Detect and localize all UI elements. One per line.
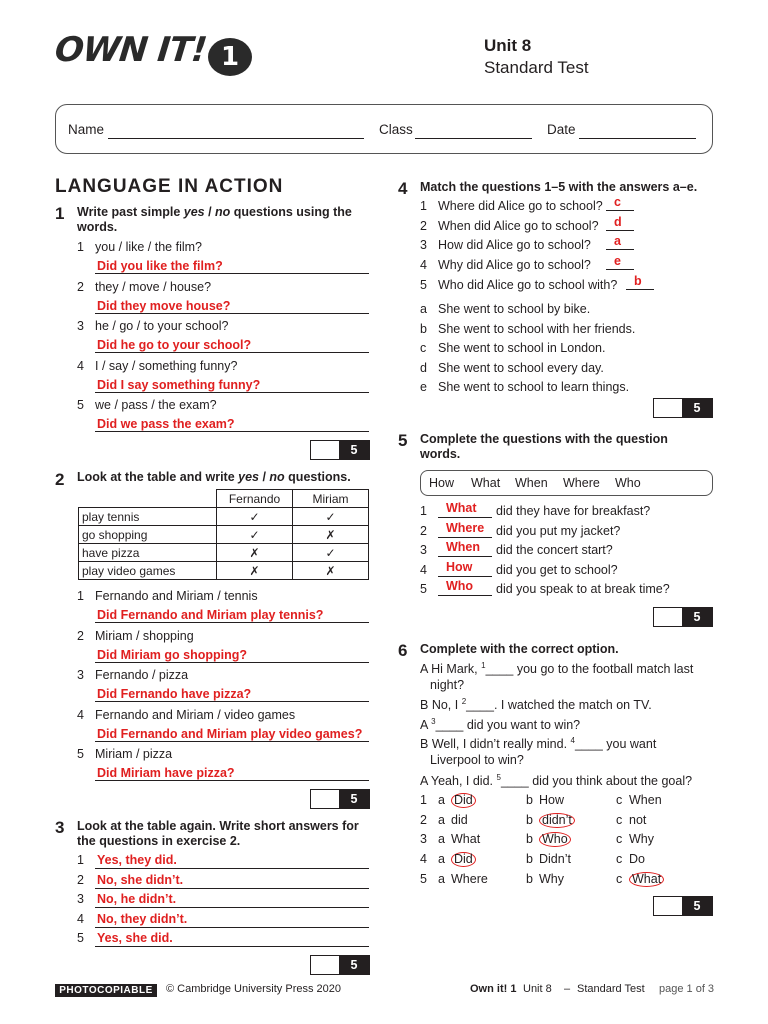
exercise-6-score-box bbox=[653, 896, 713, 916]
option-text: not bbox=[629, 812, 647, 827]
answer-line bbox=[606, 210, 634, 211]
question-text: Where did Alice go to school? bbox=[438, 199, 603, 213]
exercise-4-instruction: Match the questions 1–5 with the answers a–e. bbox=[420, 180, 698, 194]
exercise-6-number: 6 bbox=[398, 641, 408, 660]
instruction-part: no bbox=[269, 470, 285, 484]
speaker-label: A bbox=[420, 718, 432, 733]
item-prompt: he / go / to your school? bbox=[95, 319, 229, 333]
copyright: © Cambridge University Press 2020 bbox=[166, 983, 342, 995]
footer-sep: – bbox=[564, 983, 571, 995]
item-answer[interactable]: What bbox=[446, 501, 477, 515]
table-activity: play video games bbox=[79, 562, 217, 580]
logo: OWN IT! bbox=[52, 30, 209, 70]
option-letter: b bbox=[526, 852, 533, 867]
table-mark: ✗ bbox=[293, 562, 369, 580]
item-prompt: Fernando and Miriam / tennis bbox=[95, 589, 258, 603]
item-number: 3 bbox=[77, 319, 84, 333]
item-number: 1 bbox=[77, 589, 84, 603]
answer-line bbox=[626, 289, 654, 290]
exercise-2-score-box bbox=[310, 789, 370, 809]
answer-line bbox=[95, 868, 369, 869]
name-label: Name bbox=[68, 122, 105, 137]
table-header: Fernando bbox=[217, 490, 293, 508]
exercise-2-instruction bbox=[77, 470, 377, 485]
option-text: Why bbox=[539, 871, 564, 886]
option-text: She went to school in London. bbox=[438, 341, 606, 355]
option-b[interactable] bbox=[539, 852, 571, 866]
option-text: When bbox=[629, 793, 662, 807]
option-letter: a bbox=[438, 852, 445, 867]
option-text: She went to school with her friends. bbox=[438, 321, 636, 336]
answer-line bbox=[606, 230, 634, 231]
speaker-label: A bbox=[420, 662, 432, 677]
table-row bbox=[79, 544, 369, 562]
item-answer[interactable]: Yes, they did. bbox=[97, 853, 177, 867]
option-b[interactable] bbox=[539, 813, 575, 828]
circled-answer: didn’t bbox=[539, 813, 575, 828]
option-letter: c bbox=[616, 832, 623, 847]
item-number: 3 bbox=[77, 892, 84, 907]
item-prompt: I / say / something funny? bbox=[95, 358, 238, 373]
table-activity: go shopping bbox=[79, 526, 217, 544]
match-answer[interactable]: b bbox=[634, 273, 642, 288]
item-text: did you put my jacket? bbox=[496, 523, 621, 538]
option-c[interactable] bbox=[629, 832, 654, 846]
item-answer[interactable]: Where bbox=[446, 520, 485, 535]
item-number: 5 bbox=[420, 277, 427, 292]
option-letter: c bbox=[616, 852, 623, 867]
option-a[interactable] bbox=[451, 832, 480, 846]
answer-line bbox=[95, 946, 369, 947]
match-answer[interactable]: e bbox=[614, 254, 621, 269]
item-answer[interactable]: Did they move house? bbox=[97, 298, 231, 313]
item-prompt: Fernando and Miriam / video games bbox=[95, 707, 296, 722]
circled-answer: Who bbox=[539, 832, 571, 847]
answer-line bbox=[95, 622, 369, 623]
dialogue-continuation: night? bbox=[430, 678, 465, 692]
instruction-part: yes bbox=[238, 470, 259, 484]
exercise-1-score-box bbox=[310, 440, 370, 460]
option-letter: b bbox=[420, 321, 427, 336]
table-mark: ✗ bbox=[217, 544, 293, 562]
question-text: When did Alice go to school? bbox=[438, 218, 599, 233]
answer-line bbox=[95, 431, 369, 432]
item-number: 2 bbox=[77, 628, 84, 643]
answer-line bbox=[438, 576, 492, 577]
score-max: 5 bbox=[682, 608, 712, 626]
option-text: Didn’t bbox=[539, 852, 571, 867]
footer-book: Own it! 1 bbox=[470, 983, 517, 995]
circled-answer: What bbox=[629, 872, 664, 887]
item-number: 3 bbox=[420, 832, 427, 847]
answer-line bbox=[95, 927, 369, 928]
dialogue-line: A Hi Mark, $^1$____ you go to the football match last bbox=[420, 661, 694, 677]
class-field[interactable] bbox=[415, 138, 532, 139]
item-prompt: they / move / house? bbox=[95, 279, 212, 294]
item-prompt: Fernando / pizza bbox=[95, 668, 189, 682]
dialogue-line: B No, I $^2$____. I watched the match on TV. bbox=[420, 697, 652, 713]
option-letter: a bbox=[438, 812, 445, 827]
item-answer[interactable]: Did we pass the exam? bbox=[97, 417, 235, 431]
option-letter: c bbox=[616, 812, 623, 827]
item-prompt: we / pass / the exam? bbox=[95, 398, 217, 412]
question-text: Who did Alice go to school with? bbox=[438, 277, 618, 292]
gap-number: 5 bbox=[496, 773, 501, 782]
score-max: 5 bbox=[339, 956, 369, 974]
word-option: What bbox=[471, 476, 501, 490]
option-c[interactable] bbox=[629, 793, 662, 807]
instruction-part: questions. bbox=[284, 470, 351, 484]
item-text: did they have for breakfast? bbox=[496, 504, 651, 518]
table-activity: have pizza bbox=[79, 544, 217, 562]
dialogue-line: A $^3$____ did you want to win? bbox=[420, 717, 581, 733]
option-c[interactable] bbox=[629, 872, 664, 887]
table-row bbox=[79, 508, 369, 526]
match-answer[interactable]: a bbox=[614, 234, 621, 249]
option-letter: b bbox=[526, 812, 533, 827]
option-text: How bbox=[539, 793, 565, 807]
score-max: 5 bbox=[682, 399, 712, 417]
item-answer[interactable]: Did Miriam go shopping? bbox=[97, 647, 247, 662]
item-number: 2 bbox=[77, 279, 84, 294]
dialogue-line: A Yeah, I did. $^5$____ did you think about the goal? bbox=[420, 773, 693, 789]
item-number: 3 bbox=[77, 668, 84, 682]
circled-answer: Did bbox=[451, 793, 476, 808]
item-answer[interactable]: Did I say something funny? bbox=[97, 377, 261, 392]
item-number: 4 bbox=[420, 258, 427, 273]
answer-line bbox=[95, 313, 369, 314]
item-number: 4 bbox=[420, 852, 427, 867]
item-number: 3 bbox=[420, 543, 427, 558]
answer-line bbox=[438, 595, 492, 596]
table-corner bbox=[79, 490, 217, 508]
instruction-part: / bbox=[259, 470, 270, 484]
option-text: She went to school by bike. bbox=[438, 302, 591, 316]
match-answer[interactable]: c bbox=[614, 195, 621, 209]
answer-line bbox=[95, 701, 369, 702]
word-box bbox=[420, 470, 713, 496]
item-answer[interactable]: Did Fernando have pizza? bbox=[97, 687, 252, 701]
option-b[interactable] bbox=[539, 872, 564, 886]
instruction-part: Look at the table and write bbox=[77, 470, 239, 484]
item-number: 1 bbox=[420, 504, 427, 518]
option-letter: b bbox=[526, 871, 533, 886]
option-text: What bbox=[451, 832, 481, 847]
speaker-label: A bbox=[420, 774, 431, 789]
instruction-part: / bbox=[204, 205, 216, 219]
exercise-4-score-box bbox=[653, 398, 713, 418]
activity-table bbox=[78, 489, 369, 580]
item-answer[interactable]: Did you like the film? bbox=[97, 259, 223, 273]
dialogue-continuation: Liverpool to win? bbox=[430, 753, 524, 767]
table-mark: ✓ bbox=[217, 508, 293, 526]
speaker-label: B bbox=[420, 737, 432, 752]
word-option: Where bbox=[563, 476, 600, 490]
item-number: 4 bbox=[420, 562, 427, 577]
option-letter: a bbox=[438, 793, 445, 807]
item-number: 4 bbox=[77, 707, 84, 722]
word-option: How bbox=[429, 476, 455, 490]
exercise-6-instruction: Complete with the correct option. bbox=[420, 642, 619, 656]
table-mark: ✗ bbox=[217, 562, 293, 580]
answer-line bbox=[95, 741, 369, 742]
exercise-3-number: 3 bbox=[55, 818, 65, 837]
option-b[interactable] bbox=[539, 793, 564, 807]
item-answer[interactable]: How bbox=[446, 559, 473, 574]
item-answer[interactable]: Did Miriam have pizza? bbox=[97, 766, 235, 780]
item-number: 5 bbox=[420, 871, 427, 886]
instruction-part: no bbox=[215, 205, 231, 219]
table-mark: ✓ bbox=[217, 526, 293, 544]
logo-level-badge: 1 bbox=[208, 38, 252, 76]
answer-line bbox=[95, 392, 369, 393]
table-row bbox=[79, 526, 369, 544]
page-number: page 1 of 3 bbox=[659, 983, 715, 995]
item-answer[interactable]: No, they didn’t. bbox=[97, 911, 188, 926]
item-number: 1 bbox=[420, 199, 427, 213]
item-number: 5 bbox=[420, 582, 427, 597]
option-letter: c bbox=[420, 341, 427, 355]
item-number: 2 bbox=[420, 812, 427, 827]
option-text: She went to school every day. bbox=[438, 360, 604, 375]
option-letter: e bbox=[420, 380, 427, 394]
footer-unit: Unit 8 bbox=[523, 983, 552, 995]
item-number: 2 bbox=[420, 523, 427, 538]
option-letter: c bbox=[616, 871, 623, 886]
option-c[interactable] bbox=[629, 813, 646, 827]
option-text: Do bbox=[629, 852, 645, 867]
question-text: Why did Alice go to school? bbox=[438, 258, 591, 273]
item-number: 2 bbox=[77, 872, 84, 887]
item-prompt: you / like / the film? bbox=[95, 240, 202, 254]
answer-line bbox=[438, 556, 492, 557]
option-letter: c bbox=[616, 793, 623, 807]
item-number: 1 bbox=[77, 853, 84, 867]
item-answer[interactable]: Did Fernando and Miriam play video games? bbox=[97, 726, 363, 741]
option-a[interactable] bbox=[451, 813, 468, 827]
footer-test: Standard Test bbox=[577, 983, 645, 995]
item-answer[interactable]: No, he didn’t. bbox=[97, 892, 177, 907]
item-answer[interactable]: Who bbox=[446, 579, 474, 594]
speaker-label: B bbox=[420, 698, 432, 713]
gap-number: 2 bbox=[461, 697, 467, 706]
unit-title: Unit 8 bbox=[484, 36, 532, 55]
answer-line bbox=[95, 273, 369, 274]
exercise-1-number: 1 bbox=[55, 204, 65, 223]
exercise-5-score-box bbox=[653, 607, 713, 627]
option-letter: a bbox=[438, 871, 445, 886]
option-c[interactable] bbox=[629, 852, 645, 866]
answer-line bbox=[606, 269, 634, 270]
class-label: Class bbox=[379, 122, 413, 137]
option-letter: b bbox=[526, 832, 533, 847]
item-number: 5 bbox=[77, 747, 84, 761]
answer-line bbox=[95, 780, 369, 781]
item-text: did you get to school? bbox=[496, 562, 618, 577]
item-prompt: Miriam / pizza bbox=[95, 747, 173, 761]
option-a[interactable] bbox=[451, 852, 476, 867]
answer-line bbox=[606, 249, 634, 250]
item-answer[interactable]: Did Fernando and Miriam play tennis? bbox=[97, 608, 324, 622]
exercise-2-number: 2 bbox=[55, 470, 65, 489]
option-text: did bbox=[451, 812, 468, 827]
item-answer[interactable]: Yes, she did. bbox=[97, 931, 173, 946]
date-field[interactable] bbox=[579, 138, 696, 139]
exercise-4-number: 4 bbox=[398, 179, 408, 198]
exercise-3-score-box bbox=[310, 955, 370, 975]
answer-line bbox=[95, 888, 369, 889]
instruction-part: questions using the words. bbox=[77, 205, 352, 234]
exercise-5-instruction: Complete the questions with the question words. bbox=[420, 432, 668, 461]
photocopiable-badge: PHOTOCOPIABLE bbox=[55, 984, 157, 997]
answer-line bbox=[95, 907, 369, 908]
gap-number: 3 bbox=[431, 717, 436, 726]
item-answer[interactable]: No, she didn’t. bbox=[97, 872, 184, 887]
table-mark: ✓ bbox=[293, 544, 369, 562]
instruction-part: Write past simple bbox=[77, 205, 184, 219]
option-text: She went to school to learn things. bbox=[438, 380, 630, 394]
match-answer[interactable]: d bbox=[614, 214, 622, 229]
exercise-1-instruction bbox=[77, 205, 377, 235]
option-b[interactable] bbox=[539, 832, 571, 847]
answer-line bbox=[438, 517, 492, 518]
table-mark: ✓ bbox=[293, 508, 369, 526]
score-max: 5 bbox=[339, 441, 369, 459]
circled-answer: Did bbox=[451, 852, 476, 867]
section-title: LANGUAGE IN ACTION bbox=[55, 176, 284, 197]
answer-line bbox=[438, 537, 492, 538]
item-text: did the concert start? bbox=[496, 543, 613, 558]
dialogue-line: B Well, I didn’t really mind. $^4$____ you want bbox=[420, 736, 657, 752]
item-answer[interactable]: When bbox=[446, 540, 481, 555]
item-number: 3 bbox=[420, 238, 427, 253]
gap-number: 4 bbox=[570, 736, 575, 745]
instruction-part: yes bbox=[183, 205, 205, 219]
item-number: 1 bbox=[77, 240, 84, 254]
exercise-3-instruction: Look at the table again. Write short answers for the questions in exercise 2. bbox=[77, 819, 359, 848]
option-a[interactable] bbox=[451, 793, 476, 808]
answer-line bbox=[95, 662, 369, 663]
score-max: 5 bbox=[682, 897, 712, 915]
item-number: 5 bbox=[77, 398, 84, 412]
name-field[interactable] bbox=[108, 138, 364, 139]
word-option: When bbox=[515, 476, 548, 490]
option-text: Where bbox=[451, 871, 488, 886]
date-label: Date bbox=[547, 122, 576, 137]
item-number: 5 bbox=[77, 931, 84, 946]
score-max: 5 bbox=[339, 790, 369, 808]
student-info-box bbox=[55, 104, 713, 154]
item-number: 4 bbox=[77, 911, 84, 926]
table-mark: ✗ bbox=[293, 526, 369, 544]
option-a[interactable] bbox=[451, 872, 488, 886]
option-letter: d bbox=[420, 360, 427, 375]
item-answer[interactable]: Did he go to your school? bbox=[97, 338, 252, 352]
option-letter: a bbox=[420, 302, 427, 316]
item-number: 1 bbox=[420, 793, 427, 807]
item-prompt: Miriam / shopping bbox=[95, 628, 194, 643]
table-header: Miriam bbox=[293, 490, 369, 508]
test-type: Standard Test bbox=[484, 58, 589, 77]
gap-number: 1 bbox=[481, 661, 486, 670]
item-text: did you speak to at break time? bbox=[496, 582, 670, 597]
option-letter: b bbox=[526, 793, 533, 807]
word-option: Who bbox=[615, 476, 641, 490]
item-number: 2 bbox=[420, 218, 427, 233]
table-row bbox=[79, 562, 369, 580]
table-activity: play tennis bbox=[79, 508, 217, 526]
option-text: Why bbox=[629, 832, 654, 847]
answer-line bbox=[95, 352, 369, 353]
question-text: How did Alice go to school? bbox=[438, 238, 591, 253]
item-number: 4 bbox=[77, 358, 84, 373]
option-letter: a bbox=[438, 832, 445, 847]
exercise-5-number: 5 bbox=[398, 431, 408, 450]
